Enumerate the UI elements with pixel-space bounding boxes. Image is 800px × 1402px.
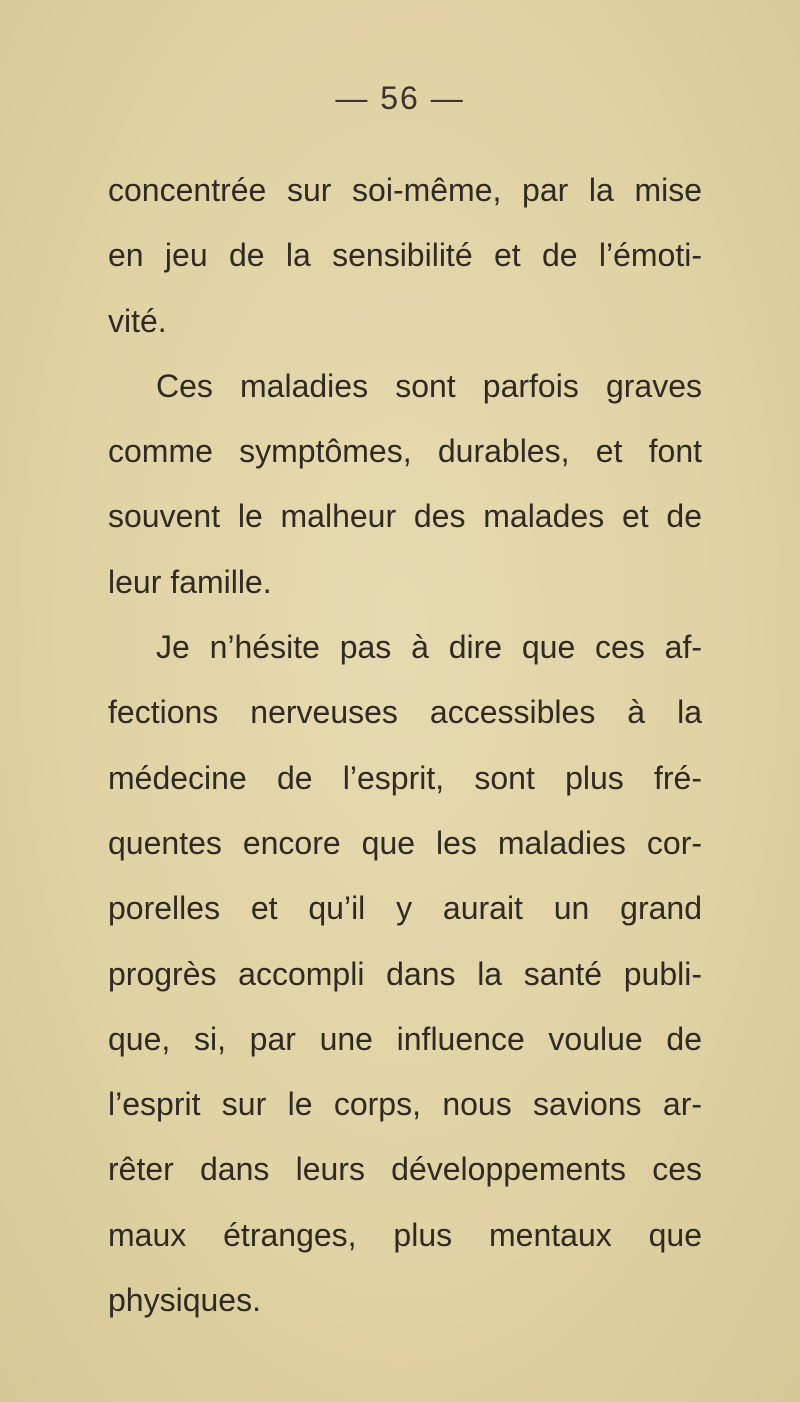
text-line: en jeu de la sensibilité et de l’émoti- xyxy=(108,237,702,274)
text-line: physiques. xyxy=(108,1282,261,1319)
text-line: souvent le malheur des malades et de xyxy=(108,498,702,535)
text-line: Je n’hésite pas à dire que ces af- xyxy=(156,629,702,666)
text-line: leur famille. xyxy=(108,563,272,600)
text-line: quentes encore que les maladies cor- xyxy=(108,824,702,861)
text-line: porelles et qu’il y aurait un grand xyxy=(108,890,702,927)
text-line: progrès accompli dans la santé publi- xyxy=(108,955,702,992)
text-line: Ces maladies sont parfois graves xyxy=(156,367,702,404)
text-line: maux étranges, plus mentaux que xyxy=(108,1216,702,1253)
text-line: comme symptômes, durables, et font xyxy=(108,433,702,470)
text-line: concentrée sur soi-même, par la mise xyxy=(108,172,702,208)
text-line: que, si, par une influence voulue de xyxy=(108,1020,702,1057)
page-number: — 56 — xyxy=(335,80,465,116)
text-line: fections nerveuses accessibles à la xyxy=(108,694,702,731)
text-line: vité. xyxy=(108,302,167,339)
body-text xyxy=(108,158,702,1333)
text-line: médecine de l’esprit, sont plus fré- xyxy=(108,759,702,796)
text-line: l’esprit sur le corps, nous savions ar- xyxy=(108,1086,702,1123)
text-line: rêter dans leurs développements ces xyxy=(108,1151,702,1188)
